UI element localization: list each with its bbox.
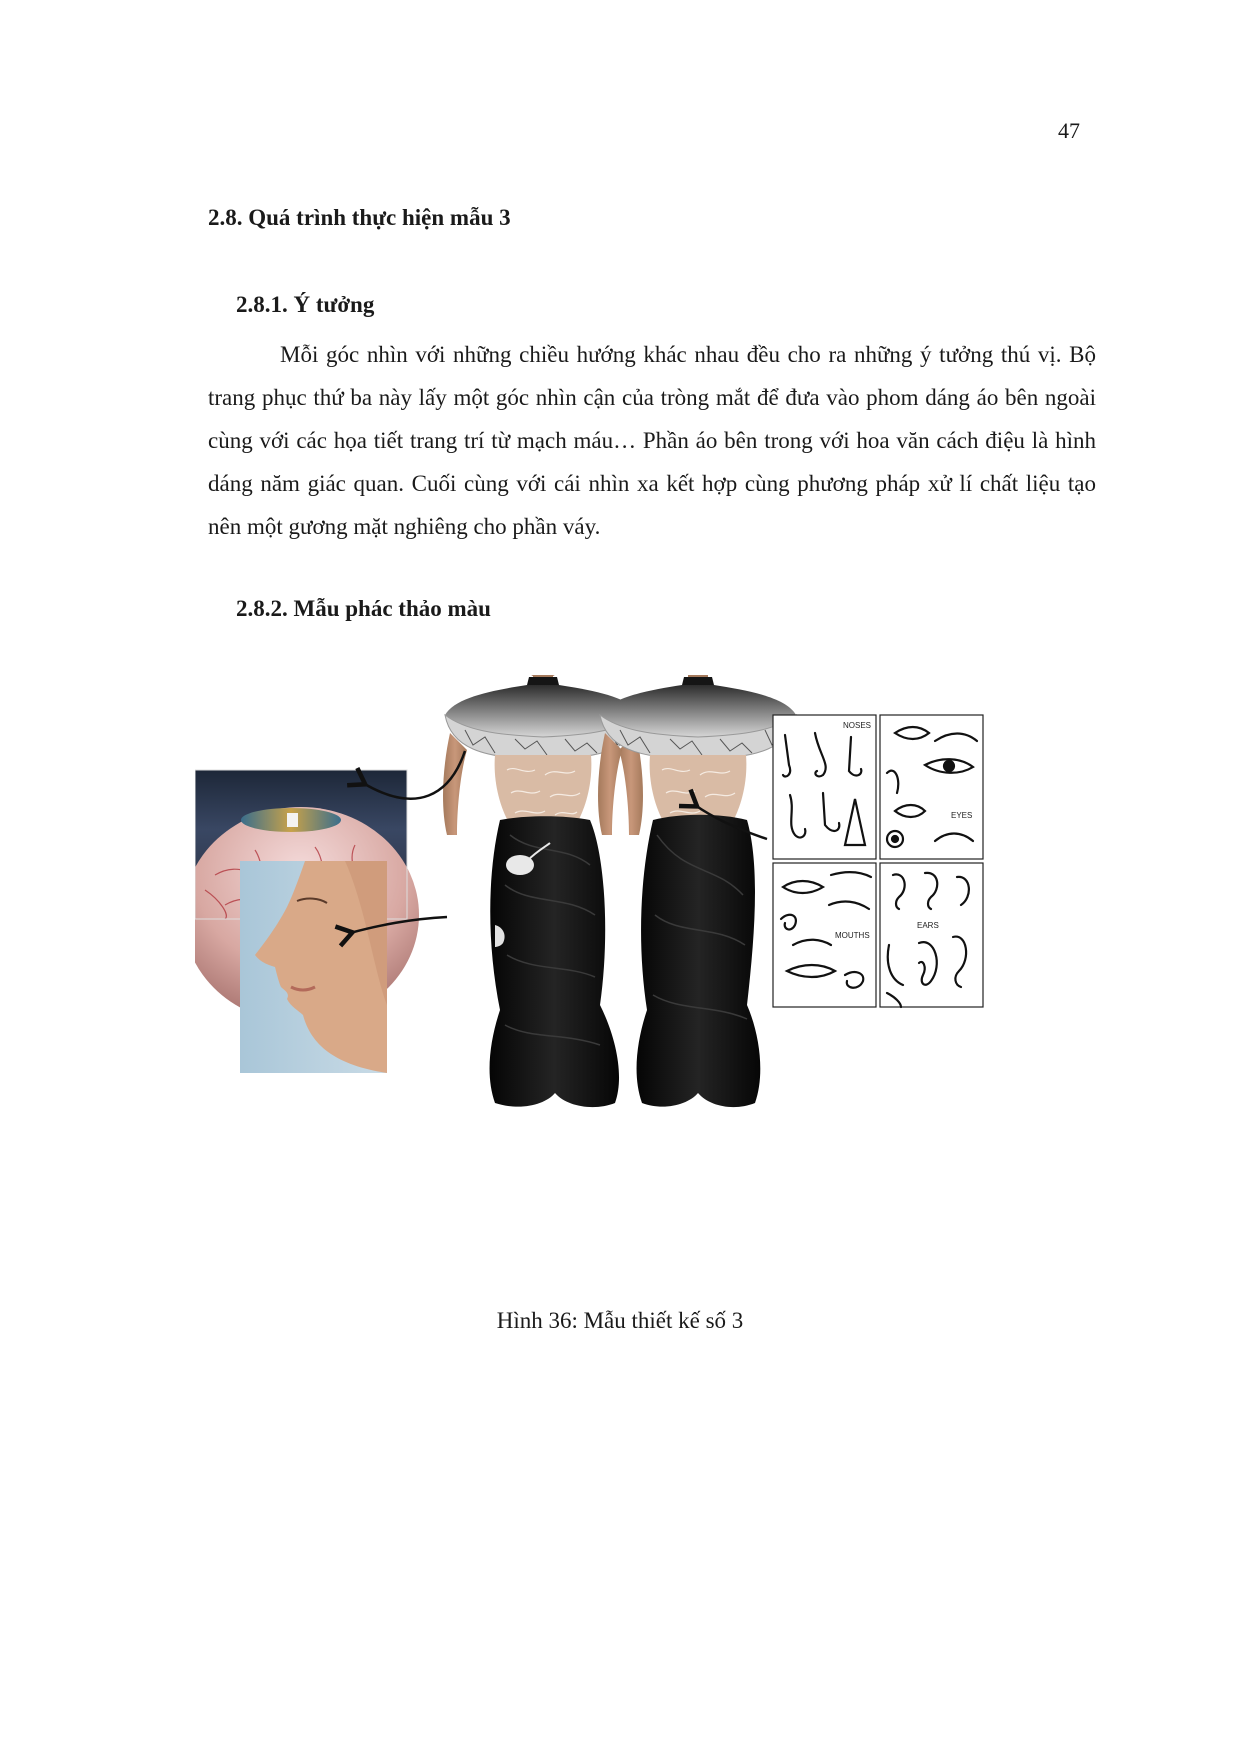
reference-panel-noses [773, 715, 876, 859]
reference-label-mouths: MOUTHS [835, 931, 870, 940]
profile-face-photo [240, 861, 387, 1073]
idea-paragraph: Mỗi góc nhìn với những chiều hướng khác nhau đều cho ra những ý tưởng thú vị. Bộ trang phục thứ ba này lấy một góc nhìn cận của tròng mắt để đưa vào phom dáng áo bên ngoài cùng với các họa tiết trang trí từ mạch máu… Phần áo bên trong với hoa văn cách điệu là hình dáng năm giác quan. Cuối cùng với cái nhìn xa kết hợp cùng phương pháp xử lí chất liệu tạo nên một gương mặt nghiêng cho phần váy. [208, 342, 1096, 539]
senses-reference-sheet [773, 715, 983, 1007]
reference-panel-mouths [773, 863, 876, 1007]
figure-caption: Hình 36: Mẫu thiết kế số 3 [496, 1308, 744, 1333]
reference-label-ears: EARS [917, 921, 939, 930]
subsection-heading-idea: 2.8.1. Ý tưởng [236, 292, 375, 317]
reference-panel-eyes [880, 715, 983, 859]
reference-label-eyes: EYES [951, 811, 973, 820]
section-heading: 2.8. Quá trình thực hiện mẫu 3 [208, 205, 511, 230]
reference-label-noses: NOSES [843, 721, 872, 730]
reference-panel-ears [880, 863, 983, 1007]
back-model-sketch [598, 675, 798, 1107]
subsection-heading-sketch: 2.8.2. Mẫu phác thảo màu [236, 596, 491, 621]
page-number: 47 [1058, 118, 1080, 143]
design-sketch-figure [195, 675, 1101, 1260]
